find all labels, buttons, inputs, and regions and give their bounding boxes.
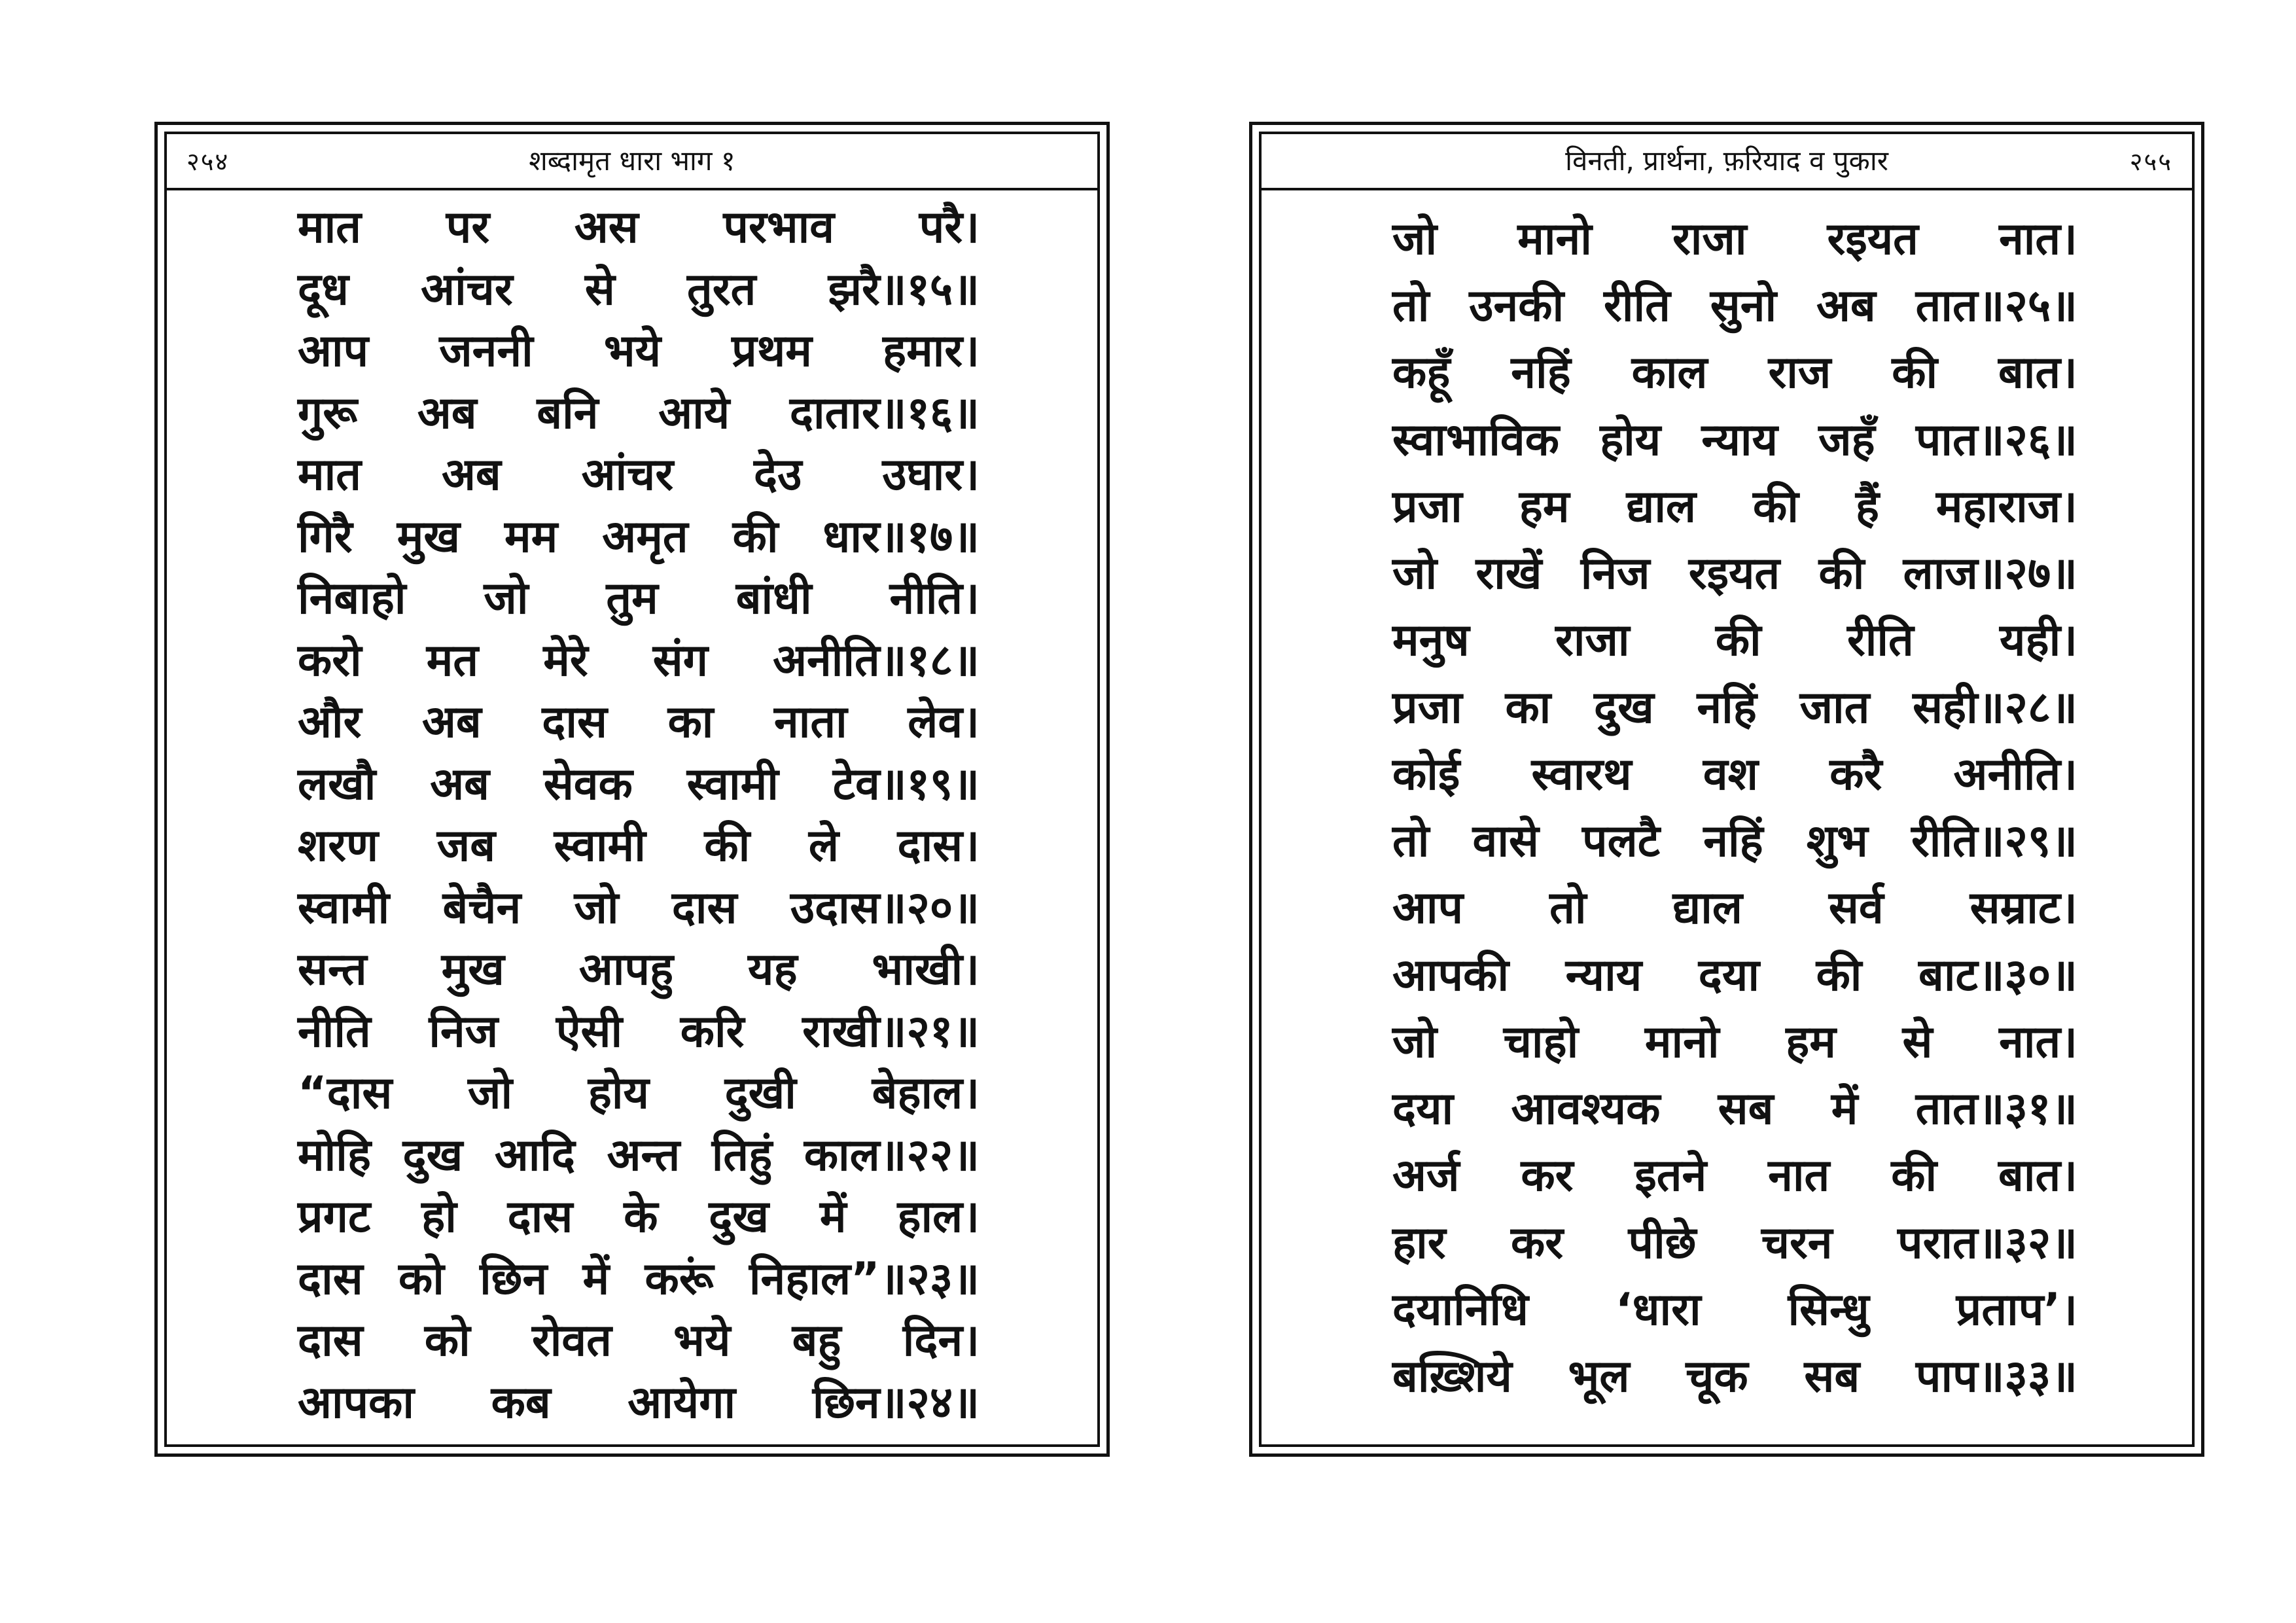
right-page: [1249, 122, 2204, 1457]
verse-line: बख़्शिये भूल चूक सब पाप॥३३॥: [1392, 1350, 2077, 1402]
verse-line: सन्त मुख आपहु यह भाखी।: [298, 944, 980, 996]
right-page-number: २५५: [2129, 147, 2172, 176]
verse-line: हार कर पीछे चरन परात॥३२॥: [1392, 1217, 2077, 1269]
verse-line: “दास जो होय दुखी बेहाल।: [298, 1067, 980, 1120]
verse-line: दया आवश्यक सब में तात॥३१॥: [1392, 1083, 2077, 1135]
verse-line: कहूँ नहिं काल राज की बात।: [1392, 347, 2077, 399]
right-running-head: [1262, 134, 2192, 190]
left-running-title: शब्दामृत धारा भाग १: [529, 145, 735, 177]
verse-line: और अब दास का नाता लेव।: [298, 696, 980, 749]
verse-line: मात पर अस परभाव परै।: [298, 202, 980, 253]
verse-line: प्रगट हो दास के दुख में हाल।: [298, 1191, 980, 1243]
verse-line: प्रजा का दुख नहिं जात सही॥२८॥: [1392, 681, 2077, 734]
verse-line: मात अब आंचर देउ उघार।: [298, 449, 980, 501]
verse-line: जो मानो राजा रइयत नात।: [1392, 213, 2077, 265]
verse-line: मनुष राजा की रीति यही।: [1392, 615, 2077, 667]
verse-line: आप तो द्याल सर्व सम्राट।: [1392, 882, 2077, 935]
verse-line: आपका कब आयेगा छिन॥२४॥: [298, 1376, 980, 1429]
verse-line: स्वाभाविक होय न्याय जहँ पात॥२६॥: [1392, 414, 2077, 466]
verse-line: दास को छिन में करूं निहाल”॥२३॥: [298, 1253, 980, 1305]
verse-line: निबाहो जो तुम बांधी नीति।: [298, 573, 980, 625]
left-running-head: [167, 134, 1097, 190]
verse-line: शरण जब स्वामी की ले दास।: [298, 820, 980, 872]
left-verse-list: [298, 200, 980, 1431]
right-running-title: विनती, प्रार्थना, फ़रियाद व पुकार: [1565, 145, 1888, 177]
verse-line: अर्ज कर इतने नात की बात।: [1392, 1150, 2077, 1202]
verse-line: मोहि दुख आदि अन्त तिहुं काल॥२२॥: [298, 1129, 980, 1181]
verse-line: जो चाहो मानो हम से नात।: [1392, 1016, 2077, 1068]
verse-line: जो राखें निज रइयत की लाज॥२७॥: [1392, 548, 2077, 600]
verse-line: गुरू अब बनि आये दातार॥१६॥: [298, 387, 980, 439]
left-page: [154, 122, 1110, 1457]
verse-line: दयानिधि ‘धारा सिन्धु प्रताप’।: [1392, 1283, 2077, 1336]
verse-line: दूध आंचर से तुरत झरै॥१५॥: [298, 263, 980, 315]
verse-line: नीति निज ऐसी करि राखी॥२१॥: [298, 1005, 980, 1058]
verse-line: कोई स्वारथ वश करै अनीति।: [1392, 748, 2077, 800]
verse-line: लखौ अब सेवक स्वामी टेव॥१९॥: [298, 758, 980, 810]
verse-line: आप जननी भये प्रथम हमार।: [298, 325, 980, 378]
verse-line: स्वामी बेचैन जो दास उदास॥२०॥: [298, 882, 980, 934]
verse-line: करो मत मेरे संग अनीति॥१८॥: [298, 634, 980, 687]
verse-line: तो उनकी रीति सुनो अब तात॥२५॥: [1392, 280, 2077, 332]
right-verse-list: [1392, 211, 2077, 1405]
left-page-frame: [164, 132, 1100, 1447]
verse-line: गिरै मुख मम अमृत की धार॥१७॥: [298, 510, 980, 563]
left-page-number: २५४: [186, 147, 230, 176]
verse-line: प्रजा हम द्याल की हैं महाराज।: [1392, 480, 2077, 533]
verse-line: तो वासे पलटै नहिं शुभ रीति॥२९॥: [1392, 815, 2077, 868]
verse-line: दास को रोवत भये बहु दिन।: [298, 1315, 980, 1367]
verse-line: आपकी न्याय दया की बाट॥३०॥: [1392, 949, 2077, 1001]
right-page-frame: [1259, 132, 2195, 1447]
